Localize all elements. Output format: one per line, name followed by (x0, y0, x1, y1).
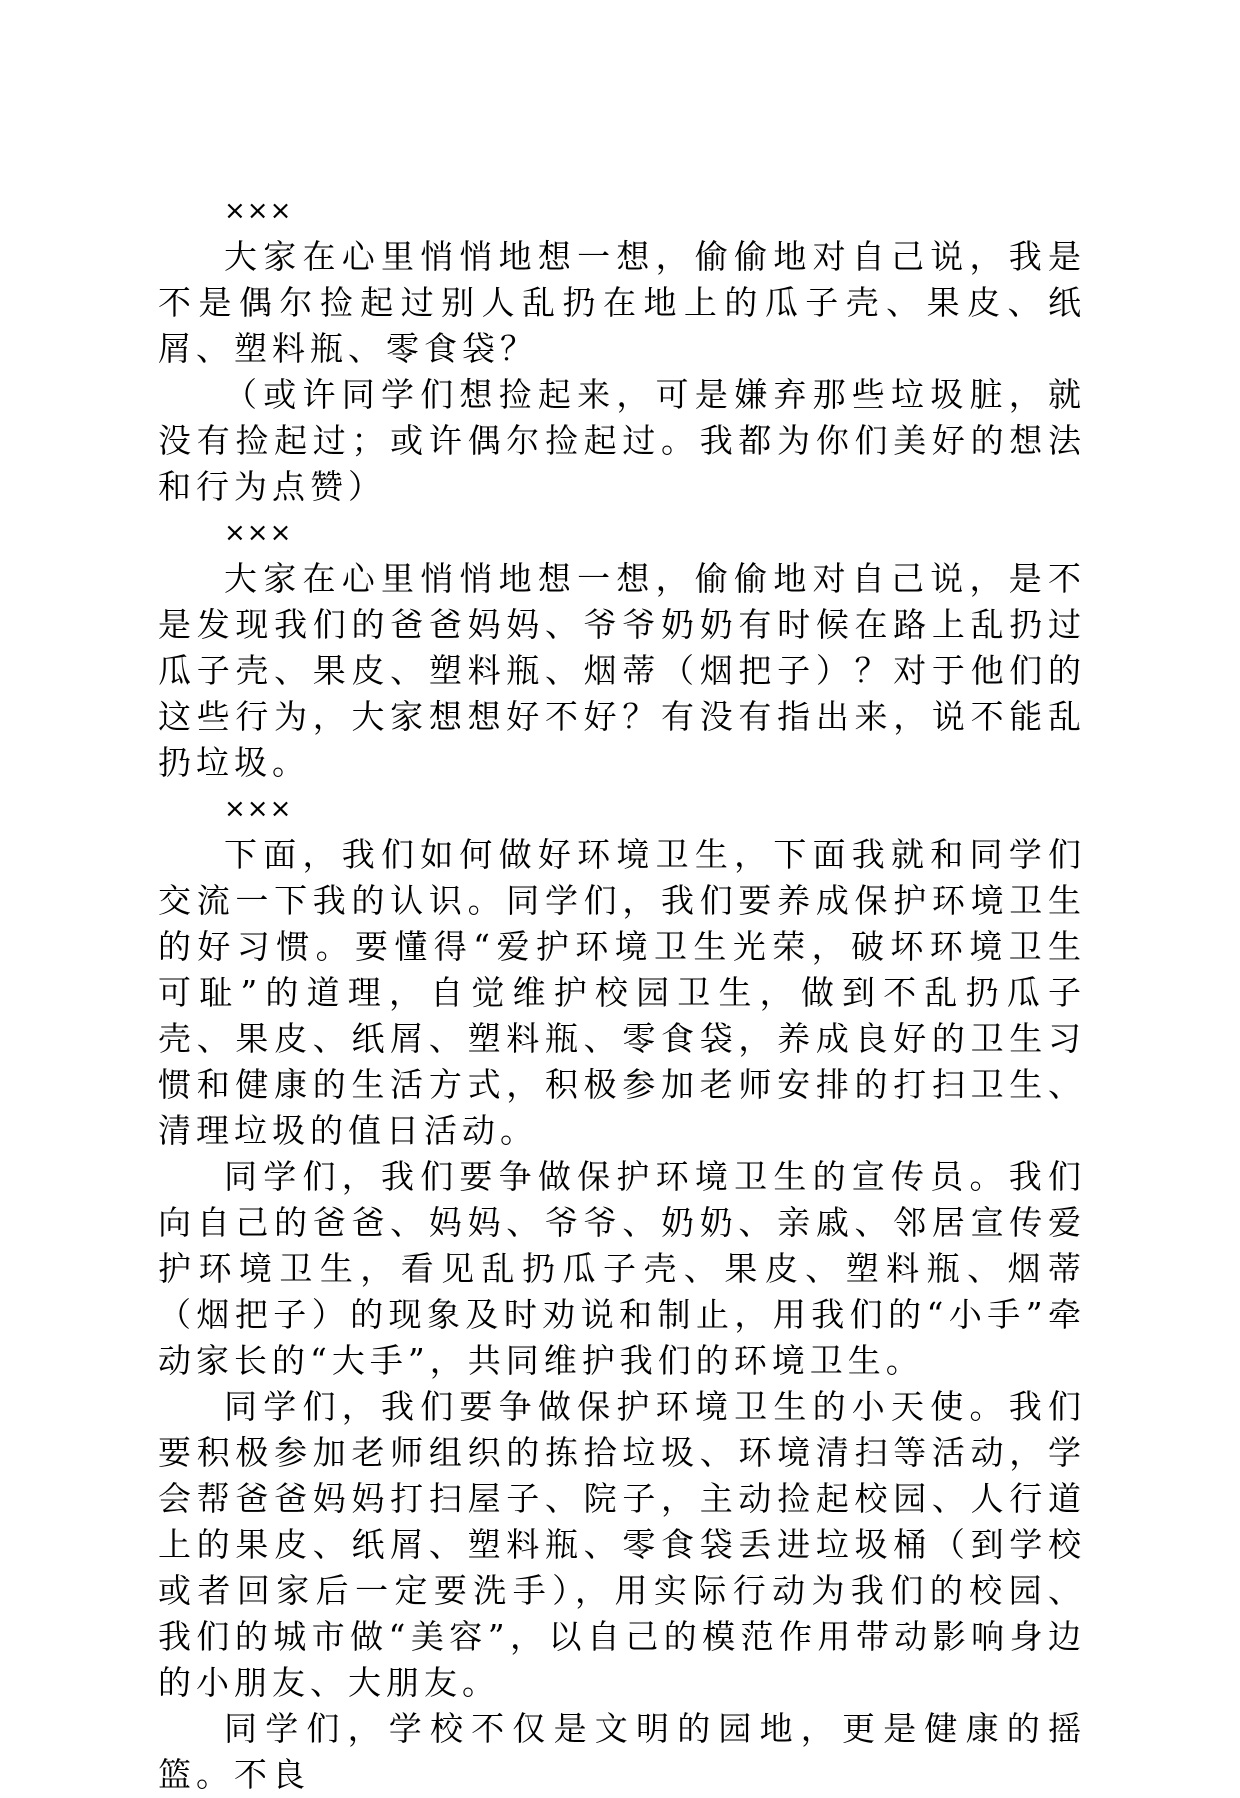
document-body (158, 188, 1086, 1798)
paragraph: 同学们，学校不仅是文明的园地，更是健康的摇篮。不良 (158, 1709, 1086, 1794)
paragraph: 同学们，我们要争做保护环境卫生的宣传员。我们向自己的爸爸、妈妈、爷爷、奶奶、亲戚、邻居宣传爱护环境卫生，看见乱扔瓜子壳、果皮、塑料瓶、烟蒂（烟把子）的现象及时劝说和制止，用我们的“小手”牵动家长的“大手”，共同维护我们的环境卫生。 (158, 1157, 1086, 1380)
paragraph: 大家在心里悄悄地想一想，偷偷地对自己说，我是不是偶尔捡起过别人乱扔在地上的瓜子壳、果皮、纸屑、塑料瓶、零食袋？ (158, 237, 1086, 368)
section-marker: ××× (224, 196, 293, 226)
section-marker: ××× (224, 518, 293, 548)
section-marker: ××× (224, 794, 293, 824)
paragraph: 同学们，我们要争做保护环境卫生的小天使。我们要积极参加老师组织的拣拾垃圾、环境清扫等活动，学会帮爸爸妈妈打扫屋子、院子，主动捡起校园、人行道上的果皮、纸屑、塑料瓶、零食袋丢进垃圾桶（到学校或者回家后一定要洗手），用实际行动为我们的校园、我们的城市做“美容”，以自己的模范作用带动影响身边的小朋友、大朋友。 (158, 1387, 1086, 1702)
paragraph: 下面，我们如何做好环境卫生，下面我就和同学们交流一下我的认识。同学们，我们要养成保护环境卫生的好习惯。要懂得“爱护环境卫生光荣，破坏环境卫生可耻”的道理，自觉维护校园卫生，做到不乱扔瓜子壳、果皮、纸屑、塑料瓶、零食袋，养成良好的卫生习惯和健康的生活方式，积极参加老师安排的打扫卫生、清理垃圾的值日活动。 (158, 835, 1086, 1150)
paragraph: （或许同学们想捡起来，可是嫌弃那些垃圾脏，就没有捡起过；或许偶尔捡起过。我都为你们美好的想法和行为点赞） (158, 375, 1086, 506)
paragraph: 大家在心里悄悄地想一想，偷偷地对自己说，是不是发现我们的爸爸妈妈、爷爷奶奶有时候在路上乱扔过瓜子壳、果皮、塑料瓶、烟蒂（烟把子）？对于他们的这些行为，大家想想好不好？有没有指出来，说不能乱扔垃圾。 (158, 559, 1086, 782)
